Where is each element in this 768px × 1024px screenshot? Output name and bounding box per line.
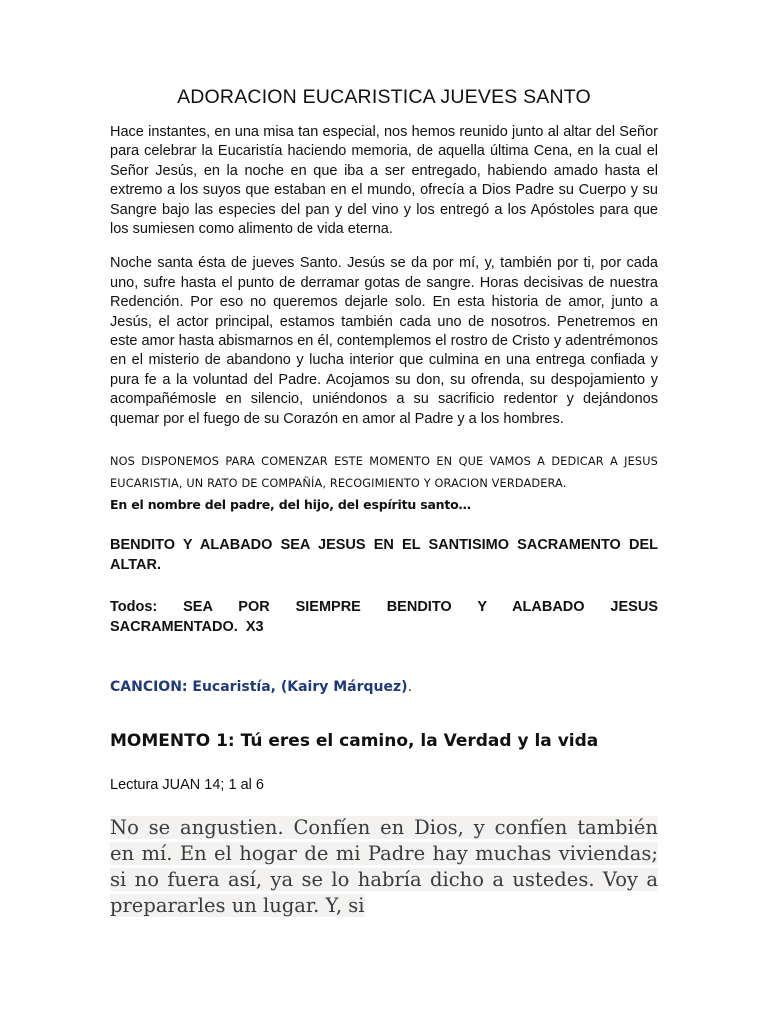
todos-line-2: SACRAMENTADO. X3 xyxy=(110,619,264,636)
cancion-period: . xyxy=(407,679,413,696)
todos-line-1: Todos: SEA POR SIEMPRE BENDITO Y ALABADO JESUS xyxy=(110,599,658,616)
intro-caps-text: NOS DISPONEMOS PARA COMENZAR ESTE MOMENTO EN QUE VAMOS A DEDICAR A JESUS EUCARISTIA, UN RATO DE COMPAÑÍA, RECOGIMIENTO Y ORACION VERDADERA. xyxy=(110,455,658,491)
paragraph-noche-santa: Noche santa ésta de jueves Santo. Jesús se da por mí, y, también por ti, por cada uno, sufre hasta el punto de derramar gotas de sangre. Horas decisivas de nuestra Redención. Por eso no queremos dejarle solo. En esta historia de amor, junto a Jesús, el actor principal, estamos también cada uno de nosotros. Penetremos en este amor hasta abismarnos en él, contemplemos el rostro de Cristo y adentrémonos en el misterio de abandono y lucha interior que culmina en una entrega confiada y pura fe a la voluntad del Padre. Acojamos su don, su ofrenda, su despojamiento y acompañémosle en silencio, uniéndonos a su sacrificio redentor y dejándonos quemar por el fuego de su Corazón en amor al Padre y a los hombres. xyxy=(110,255,658,427)
cancion-line xyxy=(110,679,658,695)
scripture-text: No se angustien. Confíen en Dios, y confíen también en mí. En el hogar de mi Padre hay muchas viviendas; si no fuera así, ya se lo habría dicho a ustedes. Voy a prepararles un lugar. Y, si xyxy=(110,816,658,918)
todos-response xyxy=(110,597,658,637)
momento-heading: MOMENTO 1: Tú eres el camino, la Verdad y la vida xyxy=(110,731,599,752)
document-body xyxy=(110,86,658,919)
document-title: ADORACION EUCARISTICA JUEVES SANTO xyxy=(177,86,591,108)
cancion-label: CANCION: Eucaristía, (Kairy Márquez) xyxy=(110,679,408,696)
scripture-passage xyxy=(110,815,658,919)
paragraph-intro: Hace instantes, en una misa tan especial, nos hemos reunido junto al altar del Señor para celebrar la Eucaristía haciendo memoria, de aquella última Cena, en la cual el Señor Jesús, en la noche en que iba a ser entregado, habiendo amado hasta el extremo a los suyos que estaban en el mundo, ofrecía a Dios Padre su Cuerpo y su Sangre bajo las especies del pan y del vino y los entregó a los Apóstoles para que los sumiesen como alimento de vida eterna. xyxy=(110,124,658,238)
bendito-text: BENDITO Y ALABADO SEA JESUS EN EL SANTISIMO SACRAMENTO DEL ALTAR. xyxy=(110,537,658,574)
lectura-reference: Lectura JUAN 14; 1 al 6 xyxy=(110,777,264,794)
sign-of-cross-text: En el nombre del padre, del hijo, del espíritu santo… xyxy=(110,497,471,513)
